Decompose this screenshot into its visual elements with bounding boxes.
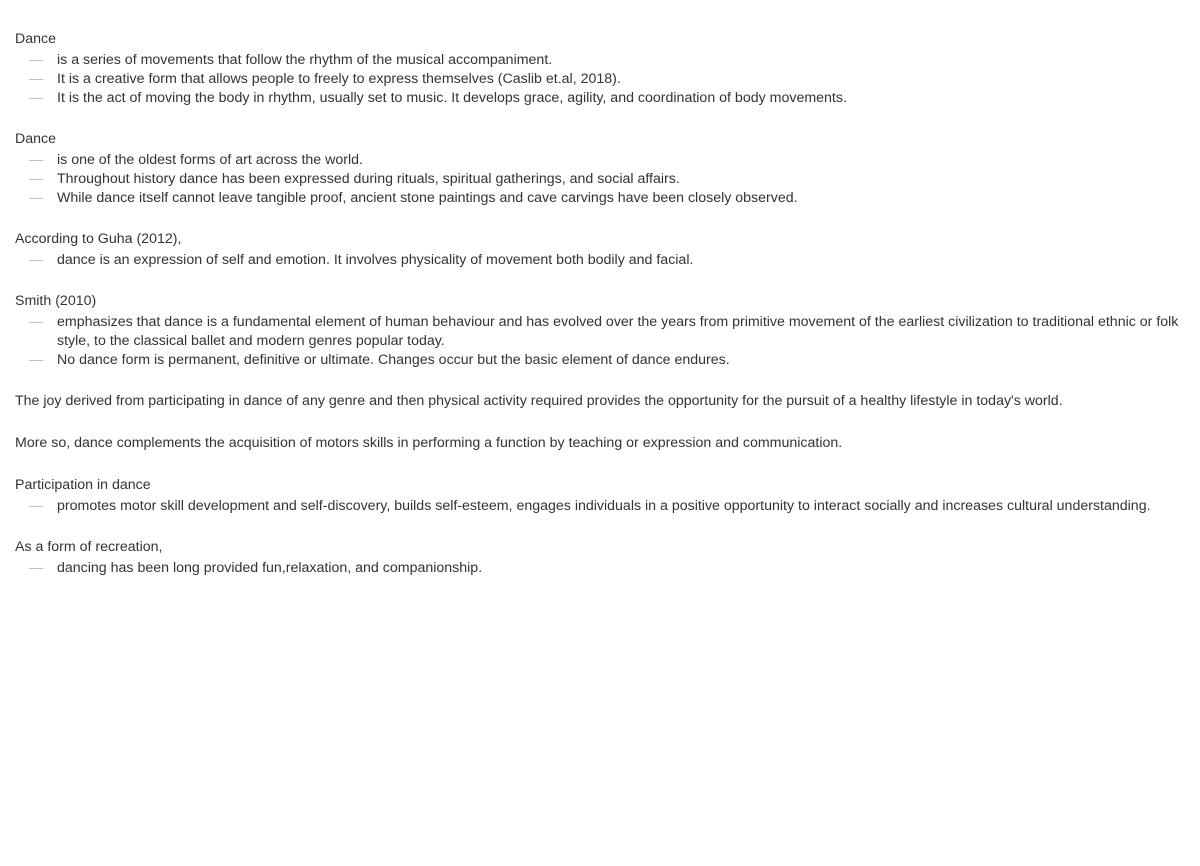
- section-recreation: [15, 538, 1200, 578]
- list-item-text: Throughout history dance has been expressed during rituals, spiritual gatherings, and social affairs.: [57, 171, 680, 187]
- bullet-list: [15, 313, 1200, 370]
- list-item: [15, 70, 1200, 89]
- section-heading: As a form of recreation,: [15, 539, 163, 555]
- section-heading: Participation in dance: [15, 477, 151, 493]
- dash-bullet-icon: —: [29, 152, 44, 168]
- list-item-text: is one of the oldest forms of art across the world.: [57, 152, 363, 168]
- list-item-text: No dance form is permanent, definitive or ultimate. Changes occur but the basic element of dance endures.: [57, 352, 730, 368]
- list-item-text: is a series of movements that follow the rhythm of the musical accompaniment.: [57, 52, 553, 68]
- list-item-text: dance is an expression of self and emotion. It involves physicality of movement both bodily and facial.: [57, 252, 694, 268]
- section-heading: Smith (2010): [15, 293, 97, 309]
- paragraph-block: [15, 434, 1200, 453]
- paragraph-text: The joy derived from participating in dance of any genre and then physical activity required provides the opportunity for the pursuit of a healthy lifestyle in today's world.: [15, 393, 1063, 409]
- bullet-list: [15, 251, 1200, 270]
- dash-bullet-icon: —: [29, 190, 44, 206]
- dash-bullet-icon: —: [29, 498, 44, 514]
- section-heading: Dance: [15, 131, 57, 147]
- paragraph-text: More so, dance complements the acquisition of motors skills in performing a function by teaching or expression and communication.: [15, 435, 843, 451]
- dash-bullet-icon: —: [29, 90, 44, 106]
- list-item: [15, 351, 1200, 370]
- dash-bullet-icon: —: [29, 71, 44, 87]
- section-guha: [15, 230, 1200, 270]
- section-smith: [15, 292, 1200, 370]
- bullet-list: [15, 51, 1200, 108]
- list-item: [15, 89, 1200, 108]
- list-item: [15, 313, 1200, 351]
- section-heading: According to Guha (2012),: [15, 231, 182, 247]
- list-item: [15, 497, 1200, 516]
- list-item: [15, 51, 1200, 70]
- dash-bullet-icon: —: [29, 560, 44, 576]
- section-dance-history: [15, 130, 1200, 208]
- bullet-list: [15, 151, 1200, 208]
- list-item: [15, 189, 1200, 208]
- bullet-list: [15, 497, 1200, 516]
- list-item-text: It is the act of moving the body in rhythm, usually set to music. It develops grace, agility, and coordination of body movements.: [57, 90, 847, 106]
- dash-bullet-icon: —: [29, 171, 44, 187]
- list-item: [15, 170, 1200, 189]
- list-item: [15, 151, 1200, 170]
- dash-bullet-icon: —: [29, 352, 44, 368]
- list-item: [15, 559, 1200, 578]
- list-item-text: It is a creative form that allows people to freely to express themselves (Caslib et.al, 2018).: [57, 71, 621, 87]
- section-heading: Dance: [15, 31, 57, 47]
- list-item-text: dancing has been long provided fun,relaxation, and companionship.: [57, 560, 483, 576]
- dash-bullet-icon: —: [29, 52, 44, 68]
- list-item-text: emphasizes that dance is a fundamental element of human behaviour and has evolved over the years from primitive movement of the earliest civilization to traditional ethnic or folk style, to the classical ballet and modern genres popular today.: [57, 314, 1179, 349]
- paragraph-block: [15, 392, 1200, 411]
- list-item-text: promotes motor skill development and self-discovery, builds self-esteem, engages individuals in a positive opportunity to interact socially and increases cultural understanding.: [57, 498, 1151, 514]
- bullet-list: [15, 559, 1200, 578]
- dash-bullet-icon: —: [29, 252, 44, 268]
- dash-bullet-icon: —: [29, 314, 44, 330]
- section-participation: [15, 476, 1200, 516]
- list-item: [15, 251, 1200, 270]
- list-item-text: While dance itself cannot leave tangible proof, ancient stone paintings and cave carvings have been closely observed.: [57, 190, 798, 206]
- section-dance-definition: [15, 30, 1200, 108]
